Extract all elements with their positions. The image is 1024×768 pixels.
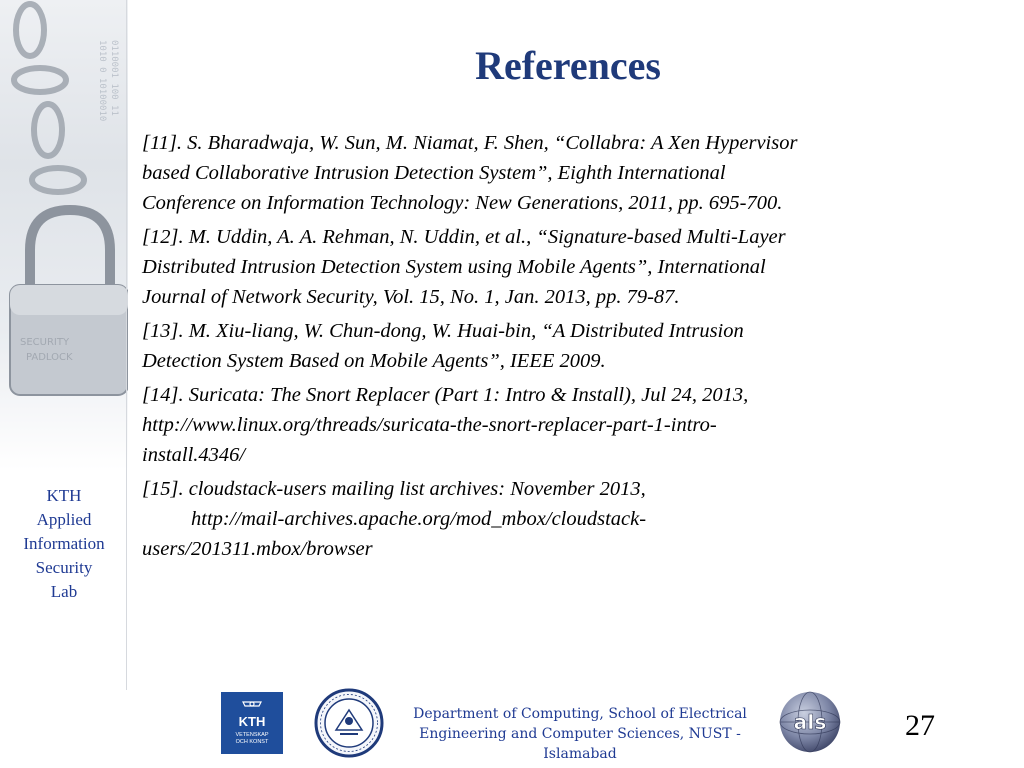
reference-line: based Collaborative Intrusion Detection System”, Eighth International xyxy=(142,162,726,184)
reference-url[interactable]: http://www.linux.org/threads/suricata-the-snort-replacer-part-1-intro- xyxy=(142,414,717,436)
reference-line: Distributed Intrusion Detection System using Mobile Agents”, International xyxy=(142,256,766,278)
department-line: Department of Computing, School of Electrical xyxy=(413,706,747,722)
page-number: 27 xyxy=(905,709,935,742)
lab-label-line: Information xyxy=(23,534,105,553)
padlock-chain-image xyxy=(0,0,128,470)
department-text xyxy=(400,704,760,764)
svg-text:1010 0 10100010: 1010 0 10100010 xyxy=(97,40,107,122)
svg-text:0110001 100 11: 0110001 100 11 xyxy=(109,40,119,116)
nust-seal-icon xyxy=(314,688,384,758)
ais-globe-icon xyxy=(778,690,842,754)
reference-line: Journal of Network Security, Vol. 15, No. 1, Jan. 2013, pp. 79-87. xyxy=(142,286,680,308)
kth-logo-subtext: OCH KONST xyxy=(235,739,269,745)
reference-line: [15]. cloudstack-users mailing list archives: November 2013, xyxy=(142,478,646,500)
reference-item xyxy=(142,474,1012,564)
reference-line: [11]. S. Bharadwaja, W. Sun, M. Niamat, F. Shen, “Collabra: A Xen Hypervisor xyxy=(142,132,798,154)
slide-title: References xyxy=(475,43,661,88)
lab-label-line: Lab xyxy=(50,582,78,601)
nust-logo xyxy=(314,688,384,758)
references-list xyxy=(142,128,1012,568)
ais-logo-text: aIs xyxy=(793,710,827,734)
reference-item xyxy=(142,316,1012,376)
reference-line: [12]. M. Uddin, A. A. Rehman, N. Uddin, et al., “Signature-based Multi-Layer xyxy=(142,226,786,248)
lab-label-line: Applied xyxy=(36,510,92,529)
sidebar xyxy=(0,0,128,690)
department-line: Islamabad xyxy=(543,746,617,762)
ais-logo xyxy=(778,690,842,754)
lab-label-line: KTH xyxy=(46,486,82,505)
reference-url[interactable]: http://mail-archives.apache.org/mod_mbox/cloudstack- xyxy=(191,508,647,530)
lab-label-line: Security xyxy=(35,558,93,577)
kth-crest-icon xyxy=(221,692,283,754)
lab-label xyxy=(0,484,128,604)
reference-item xyxy=(142,128,1012,218)
reference-line: [14]. Suricata: The Snort Replacer (Part 1: Intro & Install), Jul 24, 2013, xyxy=(142,384,749,406)
reference-line: Detection System Based on Mobile Agents”, IEEE 2009. xyxy=(142,350,606,372)
kth-logo-text: KTH xyxy=(238,714,266,729)
reference-url[interactable]: users/201311.mbox/browser xyxy=(142,538,373,560)
department-line: Engineering and Computer Sciences, NUST - xyxy=(419,726,741,742)
chain-padlock-illustration xyxy=(0,0,128,470)
reference-line: [13]. M. Xiu-liang, W. Chun-dong, W. Huai-bin, “A Distributed Intrusion xyxy=(142,320,744,342)
reference-item xyxy=(142,380,1012,470)
reference-url[interactable]: install.4346/ xyxy=(142,444,246,466)
kth-logo xyxy=(221,692,283,754)
svg-text:PADLOCK: PADLOCK xyxy=(26,352,73,363)
kth-logo-subtext: VETENSKAP xyxy=(235,732,269,738)
svg-text:SECURITY: SECURITY xyxy=(20,337,70,348)
reference-line: Conference on Information Technology: New Generations, 2011, pp. 695-700. xyxy=(142,192,783,214)
reference-item xyxy=(142,222,1012,312)
